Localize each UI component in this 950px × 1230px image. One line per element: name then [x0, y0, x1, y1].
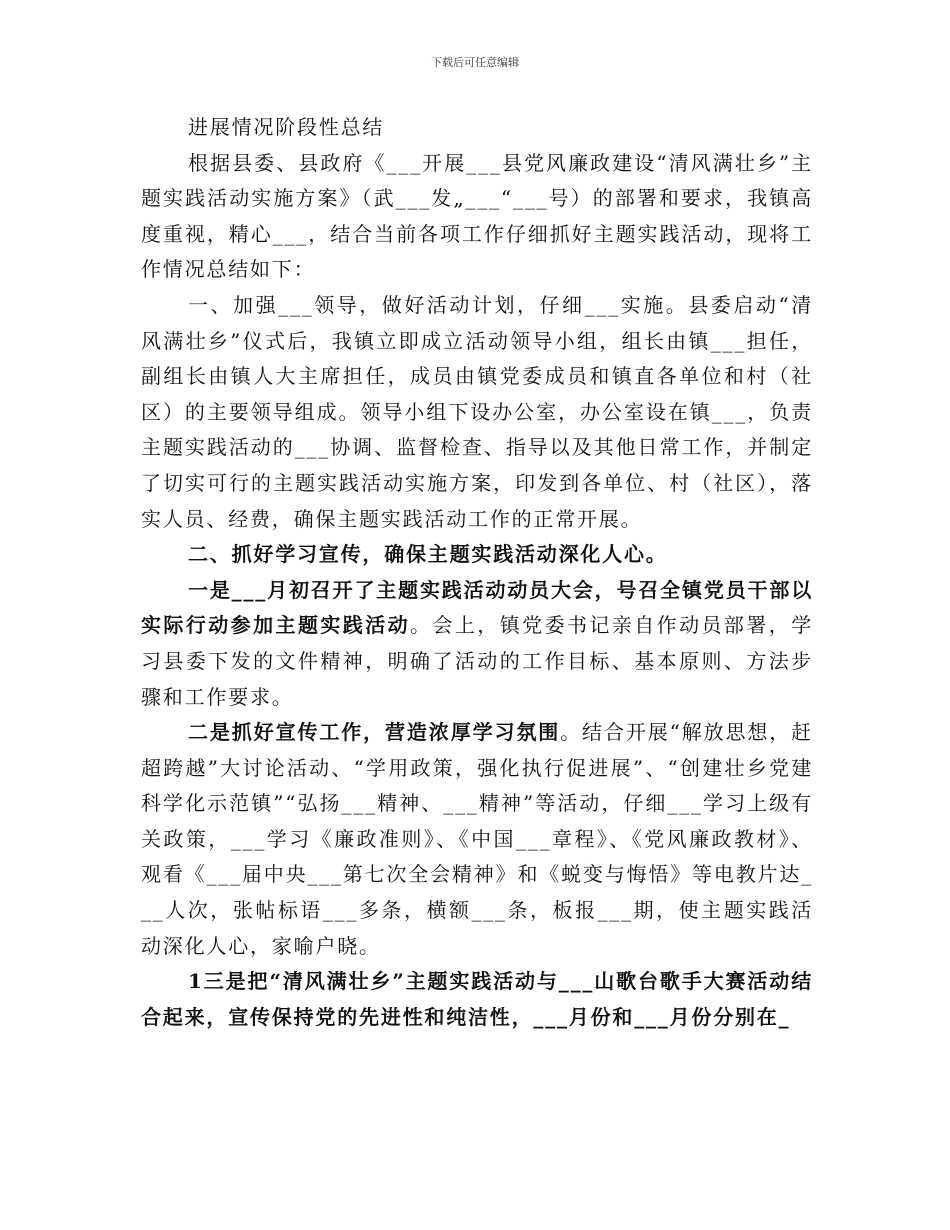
point-two-lead: 二是抓好宣传工作，营造浓厚学习氛围 — [188, 720, 561, 745]
paragraph-section-one: 一、加强___领导，做好活动计划，仔细___实施。县委启动“清风满壮乡”仪式后，我镇立即成立活动领导小组，组长由镇___担任，副组长由镇人大主席担任，成员由镇党委成员和镇直各单位和村（社区）的主要领导组成。领导小组下设办公室，办公室设在镇___，负责主题实践活动的___协调、监督检查、指导以及其他日常工作，并制定了切实可行的主题实践活动实施方案，印发到各单位、村（社区），落实人员、经费，确保主题实践活动工作的正常开展。 — [141, 292, 813, 531]
point-one-body: 。会上，镇党委书记亲自作动员部署，学习县委下发的文件精神，明确了活动的工作目标、基本原则、方法步骤和工作要求。 — [141, 613, 813, 709]
paragraph-point-two — [141, 715, 813, 964]
paragraph-point-three: 1三是把“清风满壮乡”主题实践活动与___山歌台歌手大赛活动结合起来，宣传保持党的先进性和纯洁性，___月份和___月份分别在_ — [141, 969, 813, 1029]
point-one-lead: 一是___月初召开了主题实践活动动员大会，号召全镇党员干部以实际行动参加主题实践活动 — [141, 577, 813, 638]
document-title: 进展情况阶段性总结 — [188, 115, 385, 139]
paragraph-point-one — [141, 573, 813, 715]
point-two-body: 。结合开展“解放思想，赶超跨越”大讨论活动、“学用政策，强化执行促进展”、“创建壮乡党建科学化示范镇”“弘扬___精神、___精神”等活动，仔细___学习上级有关政策，___学习《廉政准则》、《中国___章程》、《党风廉政教材》、观看《___届中央___第七次全会精神》和《蜕变与悔悟》等电教片达___人次，张帖标语___多条，横额___条，板报___期，使主题实践活动深化人心，家喻户晓。 — [141, 720, 813, 958]
document-body — [141, 110, 813, 1035]
paragraph-intro: 根据县委、县政府《___开展___县党风廉政建设“清风满壮乡”主题实践活动实施方案》（武___发„___“___号）的部署和要求，我镇高度重视，精心___，结合当前各项工作仔细抓好主题实践活动，现将工作情况总结如下： — [141, 150, 813, 282]
page-header: 下载后可任意编辑 — [431, 56, 519, 69]
section-two-heading: 二、抓好学习宣传，确保主题实践活动深化人心。 — [188, 542, 668, 567]
